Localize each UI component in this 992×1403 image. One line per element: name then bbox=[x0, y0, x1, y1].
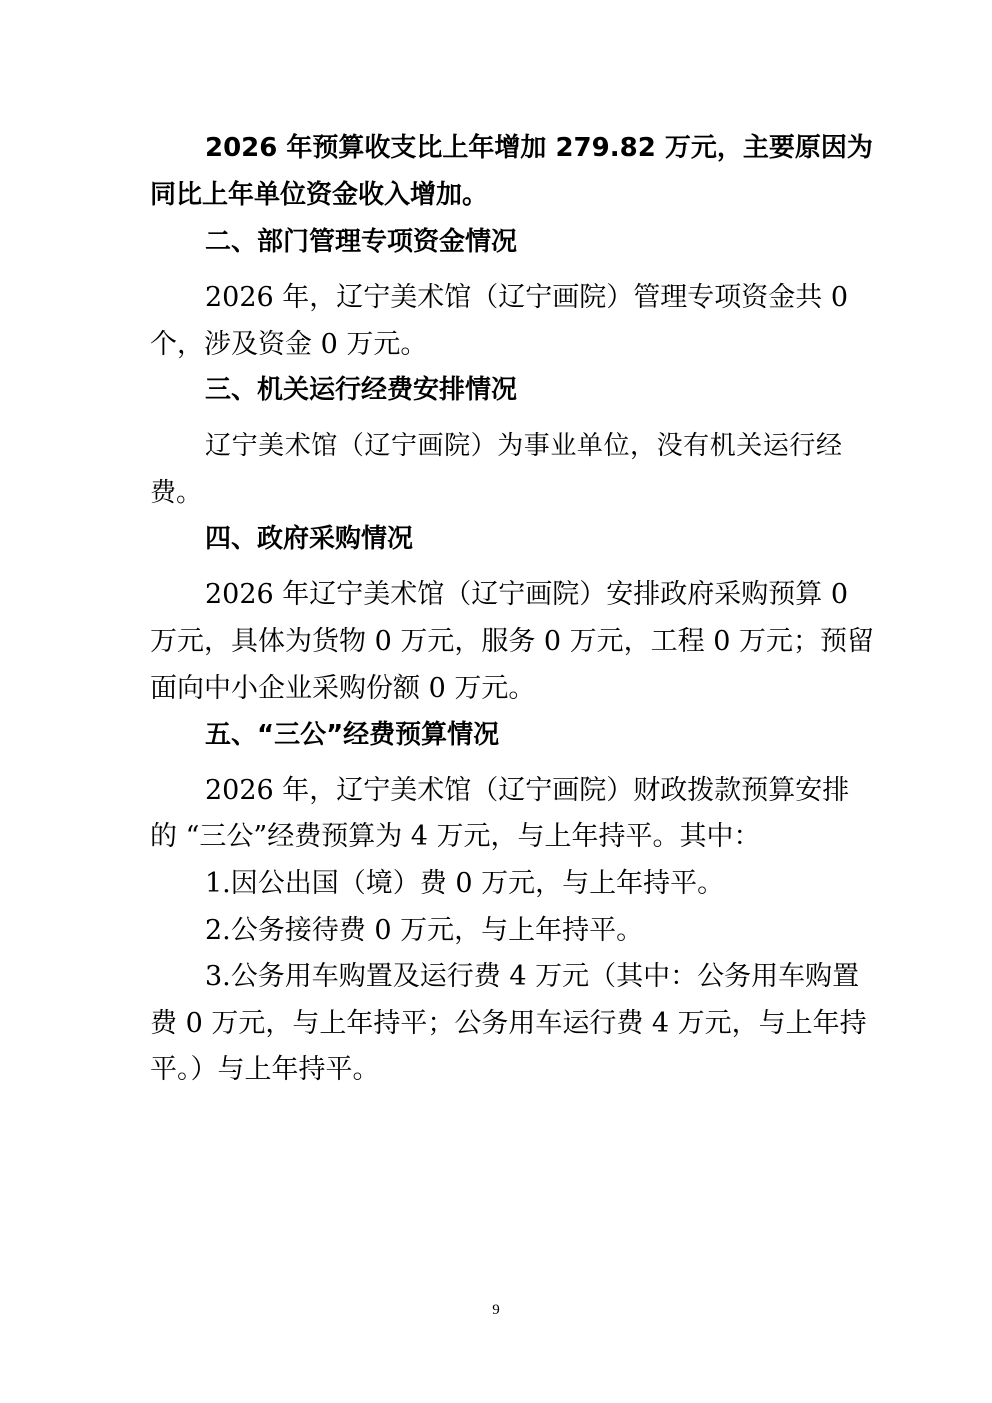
list-item: 2.公务接待费 0 万元，与上年持平。 bbox=[205, 915, 644, 946]
page-number: 9 bbox=[492, 1302, 500, 1318]
paragraph-line: 2026 年，辽宁美术馆（辽宁画院）管理专项资金共 0 bbox=[205, 282, 849, 313]
paragraph-line: 2026 年辽宁美术馆（辽宁画院）安排政府采购预算 0 bbox=[205, 579, 849, 610]
paragraph-line: 的 “三公”经费预算为 4 万元，与上年持平。其中： bbox=[150, 821, 761, 852]
paragraph-line: 平。）与上年持平。 bbox=[150, 1054, 380, 1085]
paragraph-line: 万元，具体为货物 0 万元，服务 0 万元，工程 0 万元；预留 bbox=[150, 626, 875, 657]
paragraph-line: 2026 年预算收支比上年增加 279.82 万元，主要原因为 bbox=[205, 133, 873, 163]
paragraph-line: 面向中小企业采购份额 0 万元。 bbox=[150, 673, 536, 704]
list-item: 3.公务用车购置及运行费 4 万元（其中：公务用车购置 bbox=[205, 961, 860, 992]
paragraph-line: 同比上年单位资金收入增加。 bbox=[150, 180, 489, 210]
paragraph-line: 2026 年，辽宁美术馆（辽宁画院）财政拨款预算安排 bbox=[205, 775, 850, 806]
paragraph-line: 辽宁美术馆（辽宁画院）为事业单位，没有机关运行经 bbox=[205, 431, 842, 461]
paragraph-line: 费 0 万元，与上年持平；公务用车运行费 4 万元，与上年持 bbox=[150, 1008, 867, 1039]
section-heading: 三、机关运行经费安排情况 bbox=[205, 375, 518, 405]
list-item: 1.因公出国（境）费 0 万元，与上年持平。 bbox=[205, 868, 725, 899]
paragraph-line: 费。 bbox=[150, 478, 203, 508]
section-heading: 四、政府采购情况 bbox=[205, 524, 414, 554]
section-heading: 二、部门管理专项资金情况 bbox=[205, 227, 518, 257]
section-heading: 五、“三公”经费预算情况 bbox=[205, 720, 500, 750]
paragraph-line: 个，涉及资金 0 万元。 bbox=[150, 329, 428, 360]
